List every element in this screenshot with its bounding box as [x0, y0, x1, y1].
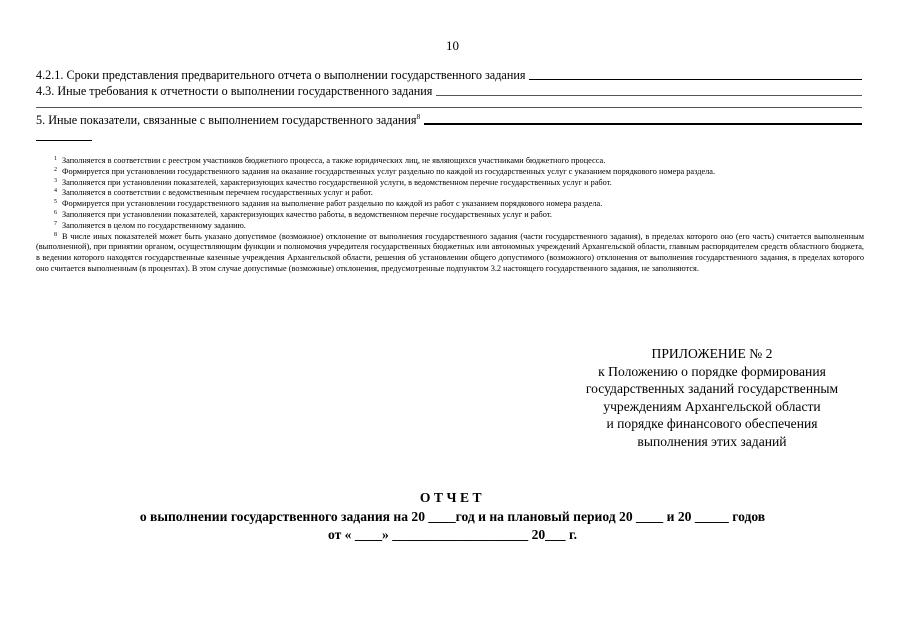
- footnote-7-mark: 7: [54, 220, 57, 227]
- footnote-8-text: В числе иных показателей может быть указано допустимое (возможное) отклонение от выполнения государственного задания (части государственного задания), в пределах которого оно (его часть) считается выполненным (выполненной), при принятии органом, осуществляющим функции и полномочия учредителя государственных бюджетных или автономных учреждений Архангельской области, главным распорядителем средств областного бюджета, в ведении которого находятся государственные казенные учреждения Архангельской области, решения об установлении общего допустимого (возможного) отклонения от выполнения государственного задания, в пределах которого оно считается выполненным (в процентах). В этом случае допустимые (возможные) отклонения, предусмотренные подпунктом 3.2 настоящего государственного задания, не заполняются.: [36, 231, 864, 273]
- footnotes: [36, 156, 864, 275]
- footnote-3-text: Заполняется при установлении показателей, характеризующих качество государственной услуги, в ведомственном перечне государственных услуг и работ.: [62, 177, 612, 187]
- report-subtitle: о выполнении государственного задания на 20 ____год и на плановый период 20 ____ и 20 _____ годов: [139, 509, 766, 524]
- line-4-3-blank: [436, 95, 862, 96]
- line-4-2-1: [36, 68, 862, 82]
- footnote-1-text: Заполняется в соответствии с реестром участников бюджетного процесса, а также юридических лиц, не являющихся участниками бюджетного процесса.: [62, 156, 606, 165]
- footnote-separator: [36, 140, 92, 141]
- line-4-3-label: 4.3. Иные требования к отчетности о выполнении государственного задания: [36, 84, 433, 98]
- report-title: ОТЧЕТ: [419, 490, 486, 505]
- appendix-line: государственных заданий государственным: [585, 381, 839, 397]
- line-5-text: 5. Иные показатели, связанные с выполнением государственного задания: [36, 113, 417, 127]
- footnote-2-mark: 2: [54, 166, 57, 173]
- blank-rule: [36, 107, 862, 108]
- footnote-8: [36, 232, 864, 275]
- footnote-6-text: Заполняется при установлении показателей, характеризующих качество работы, в ведомственном перечне государственных услуг и работ.: [62, 209, 552, 219]
- appendix-heading: [560, 345, 864, 451]
- line-5: [36, 113, 862, 127]
- page-number: 10: [446, 38, 459, 53]
- footnote-2: [36, 167, 864, 178]
- line-5-label: [36, 113, 420, 127]
- footnote-4-text: Заполняется в соответствии с ведомственным перечнем государственных услуг и работ.: [62, 188, 373, 198]
- footnote-4-mark: 4: [54, 188, 57, 195]
- footnote-1: [36, 156, 864, 167]
- footnote-2-text: Формируется при установлении государственного задания на оказание государственных услуг раздельно по каждой из государственных услуг с указанием порядкового номера раздела.: [62, 166, 716, 176]
- line-4-3: [36, 84, 862, 98]
- footnote-7: [36, 221, 864, 232]
- footnote-4: [36, 188, 864, 199]
- report-date-line: от « ____» ____________________ 20___ г.: [327, 527, 578, 542]
- appendix-title: ПРИЛОЖЕНИЕ № 2: [651, 346, 773, 361]
- appendix-line: к Положению о порядке формирования: [598, 363, 826, 379]
- line-4-2-1-label: 4.2.1. Сроки представления предварительного отчета о выполнении государственного задания: [36, 68, 526, 82]
- footnote-8-mark: 8: [54, 231, 57, 238]
- footnote-3: [36, 178, 864, 189]
- appendix-line: выполнения этих заданий: [637, 433, 787, 449]
- footnote-5: [36, 199, 864, 210]
- appendix-line: и порядке финансового обеспечения: [606, 416, 818, 432]
- footnote-1-mark: 1: [54, 156, 57, 162]
- footnote-6-mark: 6: [54, 209, 57, 216]
- appendix-line: учреждениям Архангельской области: [603, 398, 821, 414]
- footnote-3-mark: 3: [54, 177, 57, 184]
- line-5-blank: [424, 123, 862, 125]
- footnote-5-mark: 5: [54, 199, 57, 206]
- footnote-6: [36, 210, 864, 221]
- footnote-5-text: Формируется при установлении государственного задания на выполнение работ раздельно по каждой из работ с указанием порядкового номера раздела.: [62, 199, 603, 209]
- line-5-footnote-mark: 8: [416, 112, 421, 121]
- footnote-7-text: Заполняется в целом по государственному заданию.: [62, 220, 246, 230]
- line-4-2-1-blank: [529, 79, 862, 80]
